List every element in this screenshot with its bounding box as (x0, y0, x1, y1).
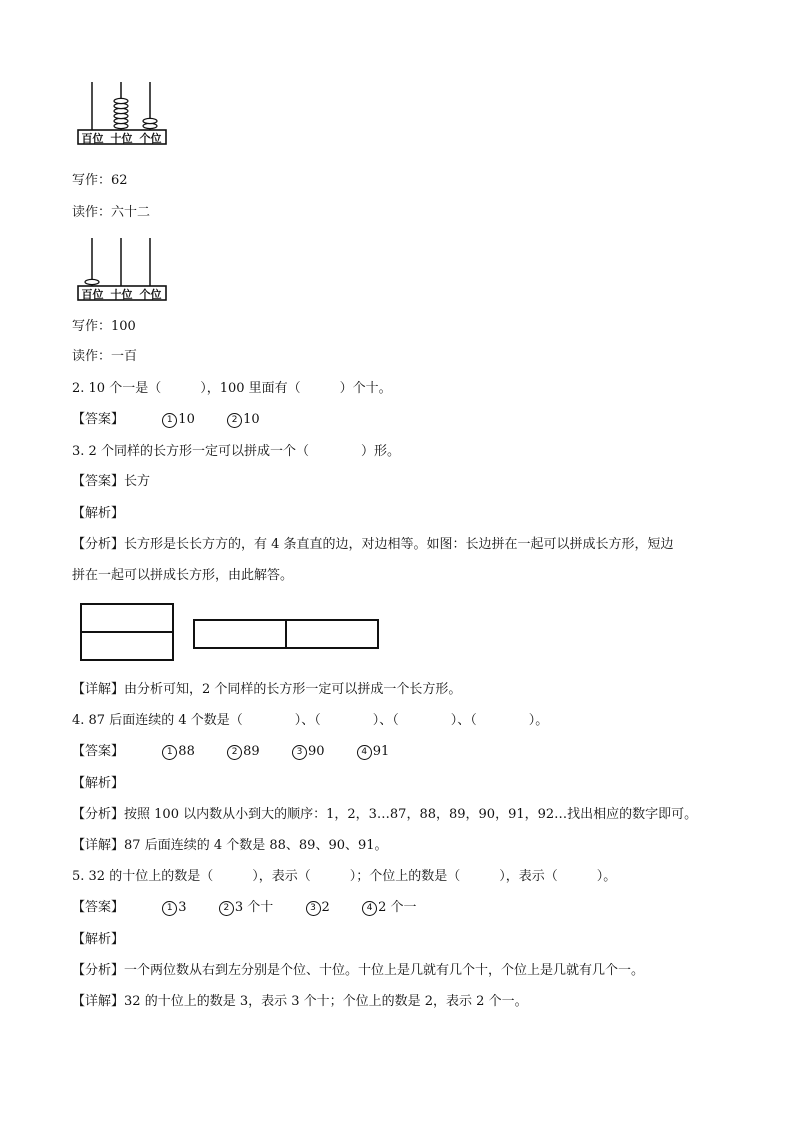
question-5: 5. 32 的十位上的数是（ ），表示（ ）；个位上的数是（ ），表示（ ）。 (72, 869, 617, 884)
abacus-bead-ones (143, 118, 157, 123)
answer-4 (72, 743, 389, 761)
analysis-5 (72, 962, 644, 980)
answer-value: 91 (372, 744, 390, 759)
abacus2-write: 写作：100 (72, 319, 136, 334)
abacus-place-labels (78, 286, 165, 302)
answer-tag: 【答案】 (72, 474, 125, 489)
abacus-place-labels (78, 130, 165, 146)
xiangjie-text: 由分析可知，2 个同样的长方形一定可以拼成一个长方形。 (124, 682, 462, 697)
xiangjie-text: 32 的十位上的数是 3，表示 3 个十；个位上的数是 2，表示 2 个一。 (124, 994, 528, 1009)
xiangjie-tag: 【详解】 (72, 838, 125, 853)
fenxi-text: 按照 100 以内数从小到大的顺序：1，2，3…87，88，89，90，91，92…找出相应的数字即可。 (124, 807, 698, 822)
label-hundreds: 百位 (81, 288, 104, 301)
xiangjie-text: 87 后面连续的 4 个数是 88、89、90、91。 (124, 838, 388, 853)
circled-number: 1 (162, 413, 177, 428)
analysis-heading: 【解析】 (72, 776, 125, 791)
stacked-rect-top (81, 604, 173, 632)
circled-number: 1 (162, 901, 177, 916)
label-tens: 十位 (110, 288, 133, 301)
analysis-heading: 【解析】 (72, 932, 125, 947)
answer-tag: 【答案】 (72, 744, 125, 759)
answer-value: 2 (321, 900, 330, 915)
fenxi-tag: 【分析】 (72, 807, 125, 822)
analysis-heading: 【解析】 (72, 506, 125, 521)
answer-value: 3 (178, 900, 187, 915)
answer-value: 2 个一 (378, 900, 417, 915)
detail-5 (72, 993, 528, 1011)
question-3: 3. 2 个同样的长方形一定可以拼成一个（ ）形。 (72, 444, 400, 459)
answer-value: 90 (307, 744, 325, 759)
answer-5 (72, 899, 417, 917)
answer-tag: 【答案】 (72, 900, 125, 915)
answer-value: 89 (243, 744, 260, 759)
abacus2-read: 读作：一百 (72, 349, 138, 364)
xiangjie-tag: 【详解】 (72, 994, 125, 1009)
circled-number: 4 (362, 901, 377, 916)
fenxi-tag: 【分析】 (72, 963, 125, 978)
abacus-figure-62 (74, 80, 166, 146)
abacus-bead-hundreds (85, 279, 99, 284)
circled-number: 2 (227, 745, 242, 760)
circled-number: 2 (227, 413, 242, 428)
abacus-figure-100 (74, 236, 166, 302)
fenxi-text: 长方形是长长方方的，有 4 条直直的边，对边相等。如图：长边拼在一起可以拼成长方形，短边 (124, 537, 674, 552)
xiangjie-tag: 【详解】 (72, 682, 125, 697)
rectangle-composition-figure (80, 603, 390, 669)
rectangles-drawing (80, 603, 390, 665)
circled-number: 2 (219, 901, 234, 916)
detail-3 (72, 681, 461, 699)
circled-number: 1 (162, 745, 177, 760)
question-2: 2. 10 个一是（ ），100 里面有（ ）个十。 (72, 381, 392, 396)
stacked-rect-bottom (81, 632, 173, 660)
fenxi-text: 一个两位数从右到左分别是个位、十位。十位上是几就有几个十，个位上是几就有几个一。 (124, 963, 645, 978)
label-ones: 个位 (139, 132, 162, 145)
circled-number: 4 (357, 745, 372, 760)
answer-value: 3 个十 (234, 900, 274, 915)
analysis-4 (72, 806, 697, 824)
answer-value: 长方 (124, 474, 151, 489)
answer-value: 88 (178, 744, 195, 759)
abacus1-read: 读作：六十二 (72, 205, 151, 220)
label-hundreds: 百位 (81, 132, 104, 145)
answer-2 (72, 411, 260, 429)
answer-tag: 【答案】 (72, 412, 125, 427)
detail-4 (72, 837, 388, 855)
abacus-bead-tens (114, 98, 128, 103)
answer-3 (72, 473, 150, 491)
circled-number: 3 (306, 901, 321, 916)
answer-value: 10 (178, 412, 195, 427)
answer-value: 10 (243, 412, 260, 427)
label-ones: 个位 (139, 288, 162, 301)
analysis-3-line1 (72, 536, 674, 554)
analysis-3-line2: 拼在一起可以拼成长方形，由此解答。 (72, 568, 294, 583)
label-tens: 十位 (110, 132, 133, 145)
abacus1-write: 写作：62 (72, 173, 128, 188)
circled-number: 3 (292, 745, 307, 760)
fenxi-tag: 【分析】 (72, 537, 125, 552)
side-rect-right (286, 620, 378, 648)
question-4: 4. 87 后面连续的 4 个数是（ ）、（ ）、（ ）、（ ）。 (72, 713, 549, 728)
side-rect-left (194, 620, 286, 648)
